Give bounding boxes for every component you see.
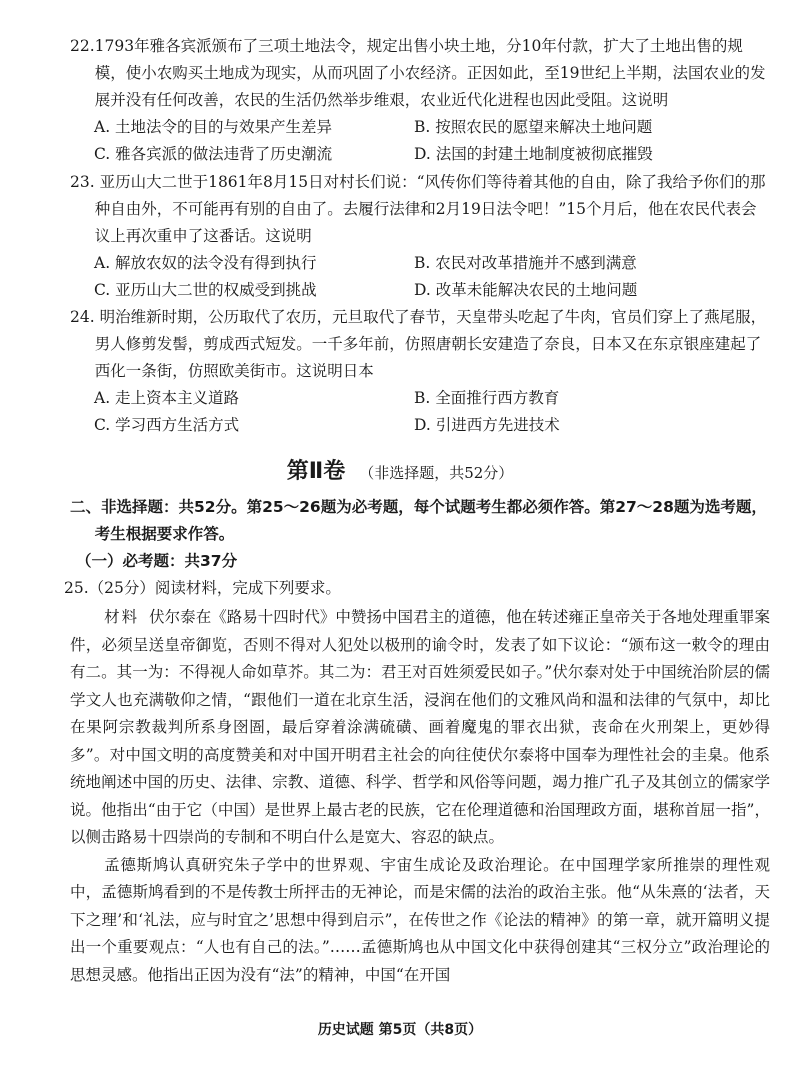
option-a: A. 解放农奴的法令没有得到执行 <box>94 254 317 272</box>
material-paragraph-1 <box>70 604 770 852</box>
options-grid <box>70 250 770 304</box>
question-stem: 24. 明治维新时期，公历取代了农历，元旦取代了春节，天皇带头吃起了牛肉，官员们穿上了燕尾服，男人修剪发髻，剪成西式短发。一千多年前，仿照唐朝长安建造了奈良，日本又在东京银座建起了西化一条街，仿照欧美街市。这说明日本 <box>70 308 767 380</box>
page-footer: 历史试题 第5页（共8页） <box>317 1022 483 1038</box>
question-24 <box>70 304 770 439</box>
section-heading <box>0 454 800 485</box>
material-text-1: 伏尔泰在《路易十四时代》中赞扬中国君主的道德，他在转述雍正皇帝关于各地处理重罪案件，必须呈送皇帝御览，否则不得对人犯处以极刑的谕令时，发表了如下议论：“颁布这一敕令的理由有二。其一为：不得视人命如草芥。其二为：君王对百姓须爱民如子。”伏尔泰对处于中国统治阶层的儒学文人也充满敬仰之情，“跟他们一道在北京生活，浸润在他们的文雅风尚和温和法律的气氛中，却比在果阿宗教裁判所系身囹圄，最后穿着涂满硫磺、画着魔鬼的罪衣出狱，丧命在火刑架上，更妙得多”。对中国文明的高度赞美和对中国开明君主社会的向往使伏尔泰将中国奉为理性社会的圭臬。他系统地阐述中国的历史、法律、宗教、道德、科学、哲学和风俗等问题，竭力推广孔子及其创立的儒家学说。他指出“由于它（中国）是世界上最古老的民族，它在伦理道德和治国理政方面，堪称首屈一指”，以侧击路易十四崇尚的专制和不明白什么是宽大、容忍的缺点。 <box>70 608 770 846</box>
part2-instructions <box>64 494 770 602</box>
question-23 <box>70 169 770 304</box>
question-25-heading: 25.（25分）阅读材料，完成下列要求。 <box>64 579 341 597</box>
instruction-block <box>70 494 770 548</box>
option-c: C. 雅各宾派的做法违背了历史潮流 <box>94 145 333 163</box>
question-stem: 22.1793年雅各宾派颁布了三项土地法令，规定出售小块土地，分10年付款，扩大了土地出售的规模，使小农购买土地成为现实，从而巩固了小农经济。正因如此，至19世纪上半期，法国农业的发展并没有任何改善，农民的生活仍然举步维艰，农业近代化进程也因此受阻。这说明 <box>70 37 766 109</box>
option-a: A. 土地法令的目的与效果产生差异 <box>94 118 333 136</box>
option-d: D. 改革未能解决农民的土地问题 <box>414 281 638 299</box>
reading-material <box>70 604 770 989</box>
instruction-text: 二、非选择题：共52分。第25～26题为必考题，每个试题考生都必须作答。第27～28题为选考题，考生根据要求作答。 <box>70 498 767 543</box>
material-paragraph-2: 孟德斯鸠认真研究朱子学中的世界观、宇宙生成论及政治理论。在中国理学家所推崇的理性观中，孟德斯鸠看到的不是传教士所抨击的无神论，而是宋儒的法治的政治主张。他“从朱熹的‘法者，天下之理’和‘礼法，应与时宜之’思想中得到启示”，在传世之作《论法的精神》的第一章，就开篇明义提出一个重要观点：“人也有自己的法。”……孟德斯鸠也从中国文化中获得创建其“三权分立”政治理论的思想灵感。他指出正因为没有“法”的精神，中国“在开国 <box>70 855 770 984</box>
option-b: B. 农民对改革措施并不感到满意 <box>414 254 637 272</box>
option-a: A. 走上资本主义道路 <box>94 389 240 407</box>
options-grid <box>70 114 770 168</box>
required-heading: （一）必考题：共37分 <box>76 552 238 570</box>
options-grid <box>70 385 770 439</box>
section-title: 第Ⅱ卷 <box>286 459 346 484</box>
option-b: B. 按照农民的愿望来解决土地问题 <box>414 118 653 136</box>
option-c: C. 学习西方生活方式 <box>94 416 240 434</box>
option-b: B. 全面推行西方教育 <box>414 389 560 407</box>
option-d: D. 法国的封建土地制度被彻底摧毁 <box>414 145 653 163</box>
material-label: 材料 <box>104 608 140 626</box>
section-subtitle: （非选择题，共52分） <box>359 464 514 482</box>
option-c: C. 亚历山大二世的权威受到挑战 <box>94 281 317 299</box>
question-22 <box>70 33 770 168</box>
question-stem: 23. 亚历山大二世于1861年8月15日对村长们说：“风传你们等待着其他的自由，除了我给予你们的那种自由外，不可能再有别的自由了。去履行法律和2月19日法令吧！”15个月后，他在农民代表会议上再次重申了这番话。这说明 <box>70 173 766 245</box>
option-d: D. 引进西方先进技术 <box>414 416 560 434</box>
